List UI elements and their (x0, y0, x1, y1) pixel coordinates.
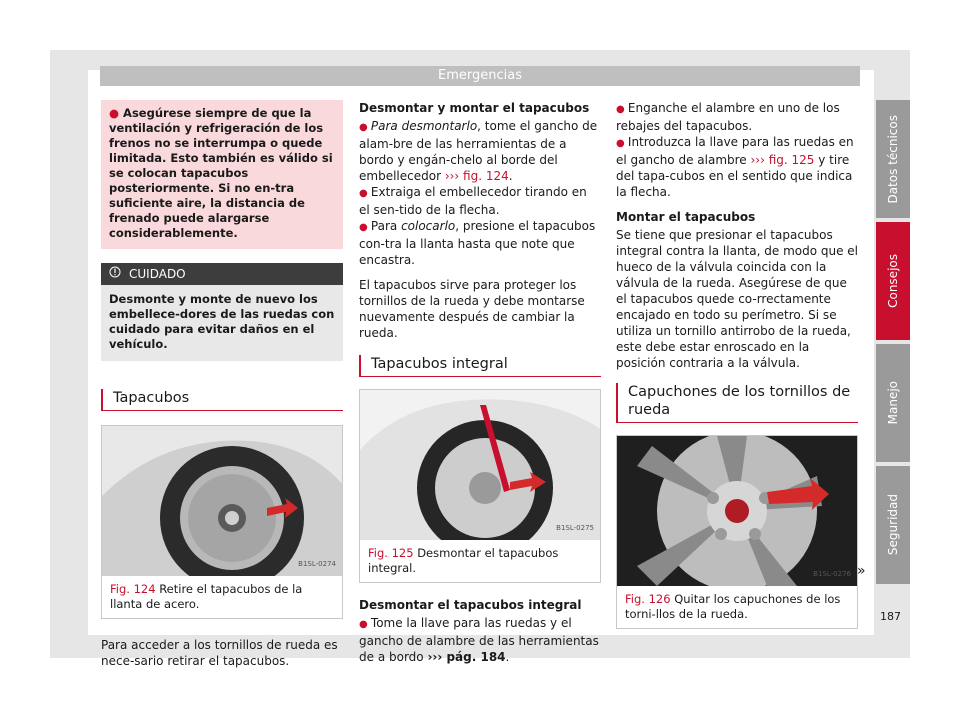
integral-cover-photo (360, 390, 600, 540)
figure-number: Fig. 126 (625, 592, 671, 606)
figure-caption-text: Retire el tapacubos de la llanta de acero. (110, 582, 303, 611)
bullet-text: Extraiga el embellecedor tirando en el sen-tido de la flecha. (359, 185, 587, 217)
figure-caption-text: Desmontar el tapacubos integral. (368, 546, 559, 575)
figure-code: B1SL-0274 (298, 560, 336, 568)
info-icon (109, 263, 121, 285)
tab-manejo[interactable] (876, 344, 910, 462)
bullet-text-end: . (505, 650, 510, 664)
bullet-item (616, 134, 858, 200)
subheading-montar: Montar el tapacubos (616, 210, 756, 224)
tab-consejos[interactable] (876, 222, 910, 340)
figure-125 (359, 389, 601, 583)
bullet-text: Enganche el alambre en uno de los rebajes del tapacubos. (616, 101, 840, 133)
tab-datos-tecnicos[interactable] (876, 100, 910, 218)
bullet-text: Para (370, 219, 402, 233)
tab-seguridad[interactable] (876, 466, 910, 584)
continue-arrow-icon: » (857, 563, 866, 579)
section-title-capuchones: Capuchones de los tornillos de rueda (616, 383, 858, 423)
bullet-item (359, 184, 601, 218)
bullet-text-end: y tire del tapa-cubos en el sentido que indica la flecha. (616, 153, 853, 199)
tab-label: Seguridad (886, 494, 900, 556)
figure-caption (102, 576, 342, 618)
bullet-italic-text: Para desmontarlo (370, 119, 478, 133)
bullet-icon: ● (109, 106, 124, 120)
caution-body: Desmonte y monte de nuevo los embellece-dores de las ruedas con cuidado para evitar daños en el vehículo. (101, 285, 343, 361)
warning-text: Asegúrese siempre de que la ventilación y refrigeración de los frenos no se interrumpa o quede limitada. Esto también es válido si se colocan tapacubos posteriormente. Si no en-tra suficiente aire, la distancia de frenado puede alargarse considerablemente. (109, 106, 333, 240)
bullet-item (359, 615, 601, 665)
figure-link[interactable]: ››› fig. 125 (750, 153, 815, 167)
column-3 (616, 100, 858, 629)
bullet-text: Introduzca la llave para las ruedas en el gancho de alambre (616, 135, 854, 167)
figure-124 (101, 425, 343, 619)
body-paragraph: Se tiene que presionar el tapacubos integral contra la llanta, de modo que el hueco de la válvula coincida con la válvula de la rueda. Asegúrese de que el tapacubos quede co-rrectamente encajado en todo su perímetro. Si se utiliza un tornillo antirrobo de la rueda, este debe estar enroscado en la posición contraria a la válvula. (616, 228, 859, 370)
page-number: 187 (880, 610, 901, 623)
chapter-header: Emergencias (100, 66, 860, 86)
bullet-text-end: , presione el tapacubos con-tra la llanta hasta que note que encastra. (359, 219, 596, 267)
body-paragraph: Para acceder a los tornillos de rueda es nece-sario retirar el tapacubos. (101, 638, 338, 668)
section-title-tapacubos: Tapacubos (101, 389, 343, 411)
figure-code: B1SL-0276 (813, 570, 851, 578)
subheading-desmontar-integral: Desmontar el tapacubos integral (359, 598, 582, 612)
body-paragraph: El tapacubos sirve para proteger los tornillos de la rueda y debe montarse nuevamente después de cambiar la rueda. (359, 278, 585, 340)
figure-code: B1SL-0275 (556, 524, 594, 532)
bullet-item (359, 218, 601, 268)
bullet-text: , tome el gancho de alam-bre de las herramientas de a bordo y engán-chelo al borde del embellecedor (359, 119, 598, 183)
bolt-caps-photo (617, 436, 857, 586)
bullet-text-end: . (508, 169, 513, 183)
bullet-italic-text: colocarlo (401, 219, 456, 233)
warning-box (101, 100, 343, 249)
column-2 (359, 100, 601, 674)
figure-caption-text: Quitar los capuchones de los torni-llos de la rueda. (625, 592, 841, 621)
figure-number: Fig. 124 (110, 582, 156, 596)
bullet-item (359, 118, 601, 184)
tab-label: Manejo (886, 381, 900, 425)
tab-label: Consejos (886, 254, 900, 308)
caution-label: CUIDADO (129, 267, 186, 281)
subheading-desmontar-montar: Desmontar y montar el tapacubos (359, 101, 590, 115)
bullet-item (616, 100, 858, 134)
column-1 (101, 100, 343, 678)
bullet-text: Tome la llave para las ruedas y el gancho de alambre de las herramientas de a bordo (359, 616, 599, 664)
page-link[interactable]: ››› pág. 184 (427, 650, 506, 664)
section-title-tapacubos-integral: Tapacubos integral (359, 355, 601, 377)
figure-link[interactable]: ››› fig. 124 (444, 169, 509, 183)
figure-126 (616, 435, 858, 629)
figure-caption (617, 586, 857, 628)
caution-header (101, 263, 343, 285)
wheel-cover-photo (102, 426, 342, 576)
figure-number: Fig. 125 (368, 546, 414, 560)
side-tabs (876, 100, 910, 588)
tab-label: Datos técnicos (886, 114, 900, 204)
figure-caption (360, 540, 600, 582)
